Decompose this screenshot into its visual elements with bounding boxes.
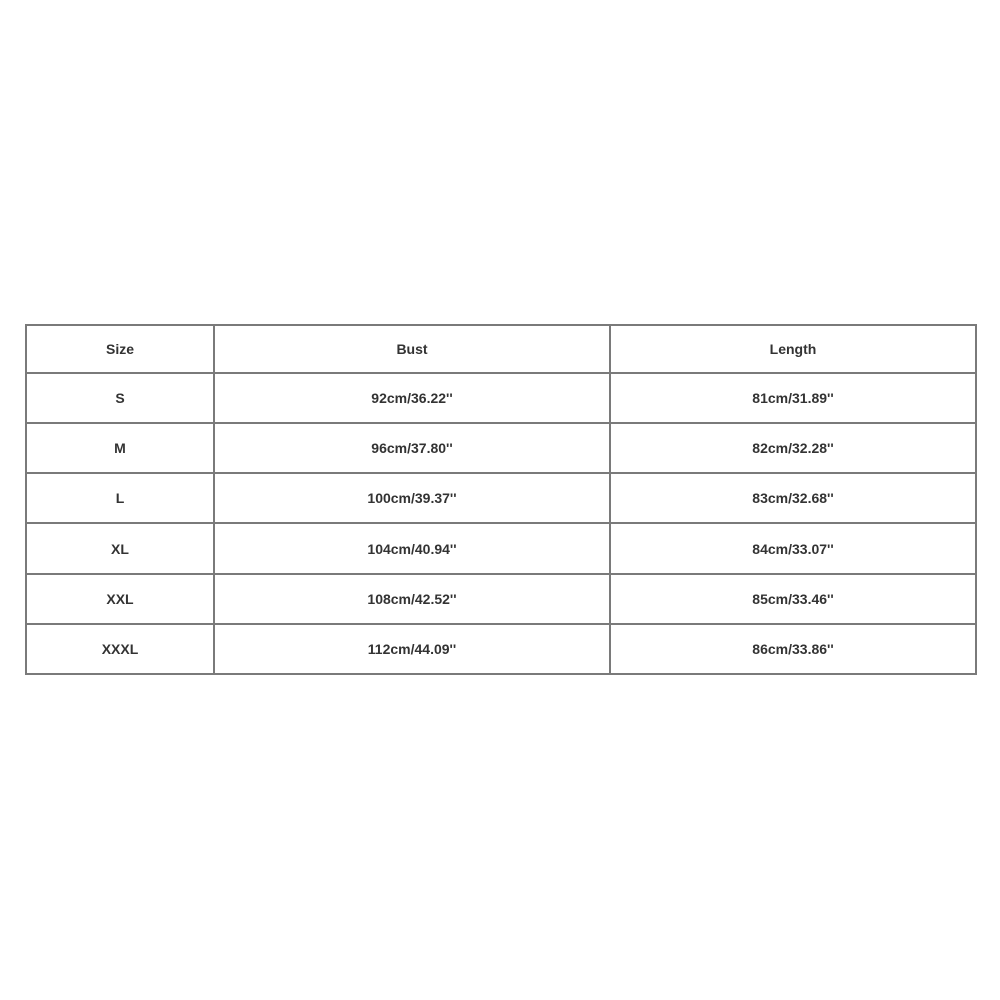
bust-cell: 92cm/36.22'' <box>214 373 610 423</box>
bust-cell: 104cm/40.94'' <box>214 523 610 573</box>
size-cell: XXL <box>26 574 214 624</box>
length-cell: 82cm/32.28'' <box>610 423 976 473</box>
table-row <box>26 523 976 573</box>
table-row <box>26 373 976 423</box>
table-header-row <box>26 325 976 373</box>
size-cell: M <box>26 423 214 473</box>
table-row <box>26 473 976 523</box>
length-cell: 83cm/32.68'' <box>610 473 976 523</box>
header-bust: Bust <box>214 325 610 373</box>
header-size: Size <box>26 325 214 373</box>
bust-cell: 112cm/44.09'' <box>214 624 610 674</box>
length-cell: 81cm/31.89'' <box>610 373 976 423</box>
header-length: Length <box>610 325 976 373</box>
length-cell: 85cm/33.46'' <box>610 574 976 624</box>
length-cell: 84cm/33.07'' <box>610 523 976 573</box>
length-cell: 86cm/33.86'' <box>610 624 976 674</box>
size-cell: L <box>26 473 214 523</box>
table-row <box>26 574 976 624</box>
size-cell: XXXL <box>26 624 214 674</box>
bust-cell: 100cm/39.37'' <box>214 473 610 523</box>
bust-cell: 108cm/42.52'' <box>214 574 610 624</box>
size-cell: XL <box>26 523 214 573</box>
table-row <box>26 624 976 674</box>
size-cell: S <box>26 373 214 423</box>
size-chart-table <box>25 324 977 675</box>
table-row <box>26 423 976 473</box>
bust-cell: 96cm/37.80'' <box>214 423 610 473</box>
